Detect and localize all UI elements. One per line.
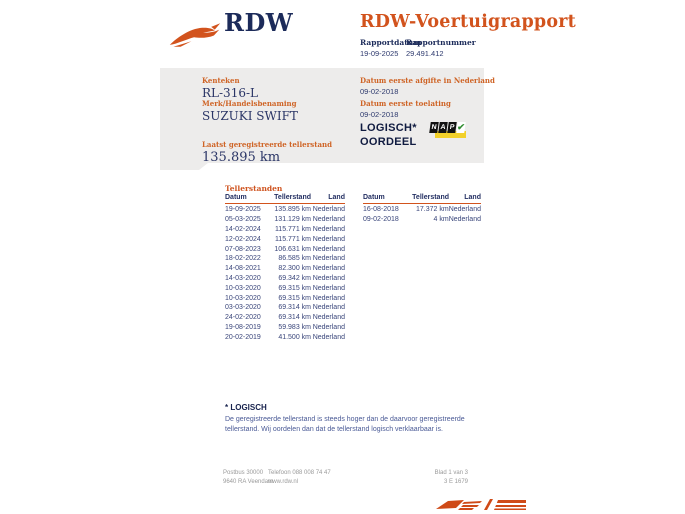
nap-logo-icon [430,122,468,140]
toelating-block [360,99,451,119]
footnote-text: De geregistreerde tellerstand is steeds hoger dan de daarvoor geregistreerde tellerstand. Wij oordelen dan dat de tellerstand logisch verklaarbaar is. [225,416,465,433]
table-cell: 14-03-2020 [225,274,261,282]
footer-website-link[interactable]: www.rdw.nl [268,479,299,485]
table-cell: Nederland [312,245,345,253]
table-cell: 59.983 km [278,323,311,331]
table-row [225,264,345,274]
table-row [225,303,345,313]
table-cell: Nederland [312,206,345,214]
table-cell: 19-09-2025 [225,206,261,214]
col-header-land: Land [328,194,345,201]
table-cell: 82.300 km [278,265,311,273]
table-cell: 14-02-2024 [225,225,261,233]
oordeel-line1: LOGISCH* [360,122,417,134]
table-cell: 16-08-2018 [363,206,399,214]
col-header-datum: Datum [225,194,247,201]
table-cell: 41.500 km [278,333,311,341]
toelating-value: 09-02-2018 [360,110,399,119]
table-cell: 69.315 km [278,294,311,302]
table-cell: 10-03-2020 [225,294,261,302]
merk-label: Merk/Handelsbenaming [202,99,297,108]
table-cell: 10-03-2020 [225,284,261,292]
table-cell: 86.585 km [278,255,311,263]
rdw-bird-icon [168,18,222,52]
table-row [225,225,345,235]
table-cell: 19-08-2019 [225,323,261,331]
table-body-right [363,205,481,225]
table-cell: 12-02-2024 [225,235,261,243]
table-cell: 131.129 km [274,216,311,224]
table-cell: 69.314 km [278,304,311,312]
nap-letter-a: A [439,124,447,131]
footer-address-line1: Postbus 30000 [223,470,264,476]
logisch-footnote [225,403,487,434]
footnote-title: * LOGISCH [225,403,267,412]
table-cell: 115.771 km [274,225,311,233]
table-row [225,274,345,284]
table-cell: Nederland [312,284,345,292]
footer-address [223,469,273,487]
table-header-row [363,194,481,204]
tellerstanden-table-left [225,194,345,342]
footer-address-line2: 9640 RA Veendam [223,479,274,485]
table-cell: 20-02-2019 [225,333,261,341]
report-date-value: 19-09-2025 [360,49,399,58]
table-cell: Nederland [448,216,481,224]
table-body-left [225,205,345,342]
table-cell: 18-02-2022 [225,255,261,263]
afgifte-label: Datum eerste afgifte in Nederland [360,76,495,85]
table-cell: 24-02-2020 [225,314,261,322]
table-row [225,254,345,264]
table-cell: Nederland [312,294,345,302]
nap-letter-n: N [430,124,438,131]
footer-page-info [388,469,468,487]
oordeel-line2: OORDEEL [360,136,417,148]
nap-check-icon: ✔ [456,122,466,132]
table-row [225,283,345,293]
table-cell: 4 km [433,216,449,224]
table-cell: 14-08-2021 [225,265,261,273]
table-row [225,234,345,244]
rdw-logo-wordmark: RDW [224,8,294,37]
col-header-tellerstand: Tellerstand [412,194,449,201]
table-cell: Nederland [312,333,345,341]
table-row [225,293,345,303]
footer-rdw-graphic-icon [436,496,526,514]
table-row [225,313,345,323]
table-row [225,215,345,225]
col-header-tellerstand: Tellerstand [274,194,311,201]
table-cell: 69.342 km [278,274,311,282]
table-row [363,205,481,215]
table-cell: Nederland [312,216,345,224]
tellerstanden-table-right [363,194,481,225]
kenteken-label: Kenteken [202,76,240,85]
table-cell: Nederland [312,255,345,263]
tellerstanden-title: Tellerstanden [225,184,283,193]
table-row [225,205,345,215]
table-cell: 106.631 km [274,245,311,253]
nap-letter-p: P [449,124,455,131]
table-row [225,332,345,342]
kenteken-block [202,76,258,100]
tellerstand-label: Laatst geregistreerde tellerstand [202,140,332,149]
table-cell: 07-08-2023 [225,245,261,253]
footer-form-code: 3 E 1679 [443,479,468,485]
table-cell: Nederland [448,206,481,214]
table-cell: 03-03-2020 [225,304,261,312]
report-date-label: Rapportdatum [360,38,422,47]
table-cell: 05-03-2025 [225,216,261,224]
toelating-label: Datum eerste toelating [360,99,451,108]
table-header-row [225,194,345,204]
table-cell: Nederland [312,323,345,331]
table-cell: Nederland [312,235,345,243]
table-cell: 69.315 km [278,284,311,292]
report-number-value: 29.491.412 [406,49,444,58]
merk-value: SUZUKI SWIFT [202,109,298,123]
report-number-label: Rapportnummer [406,38,476,47]
footer-contact [268,469,331,487]
afgifte-value: 09-02-2018 [360,87,399,96]
tellerstand-block [202,140,332,165]
col-header-land: Land [464,194,481,201]
table-cell: 135.895 km [274,206,311,214]
table-cell: 69.314 km [278,314,311,322]
tellerstand-value: 135.895 km [202,150,281,165]
table-cell: 115.771 km [274,235,311,243]
page-title: RDW-Voertuigrapport [360,12,576,32]
footer-phone: Telefoon 088 008 74 47 [268,470,331,476]
table-cell: Nederland [312,265,345,273]
table-row [363,215,481,225]
table-cell: 09-02-2018 [363,216,399,224]
footer-page-number: Blad 1 van 3 [434,470,468,476]
table-row [225,323,345,333]
kenteken-value: RL-316-L [202,86,258,100]
table-row [225,244,345,254]
table-cell: 17.372 km [416,206,449,214]
nap-oordeel-text [360,121,417,149]
col-header-datum: Datum [363,194,385,201]
table-cell: Nederland [312,225,345,233]
table-cell: Nederland [312,304,345,312]
report-number-block [406,38,476,58]
afgifte-block [360,76,495,96]
table-cell: Nederland [312,274,345,282]
table-cell: Nederland [312,314,345,322]
merk-block [202,99,298,123]
